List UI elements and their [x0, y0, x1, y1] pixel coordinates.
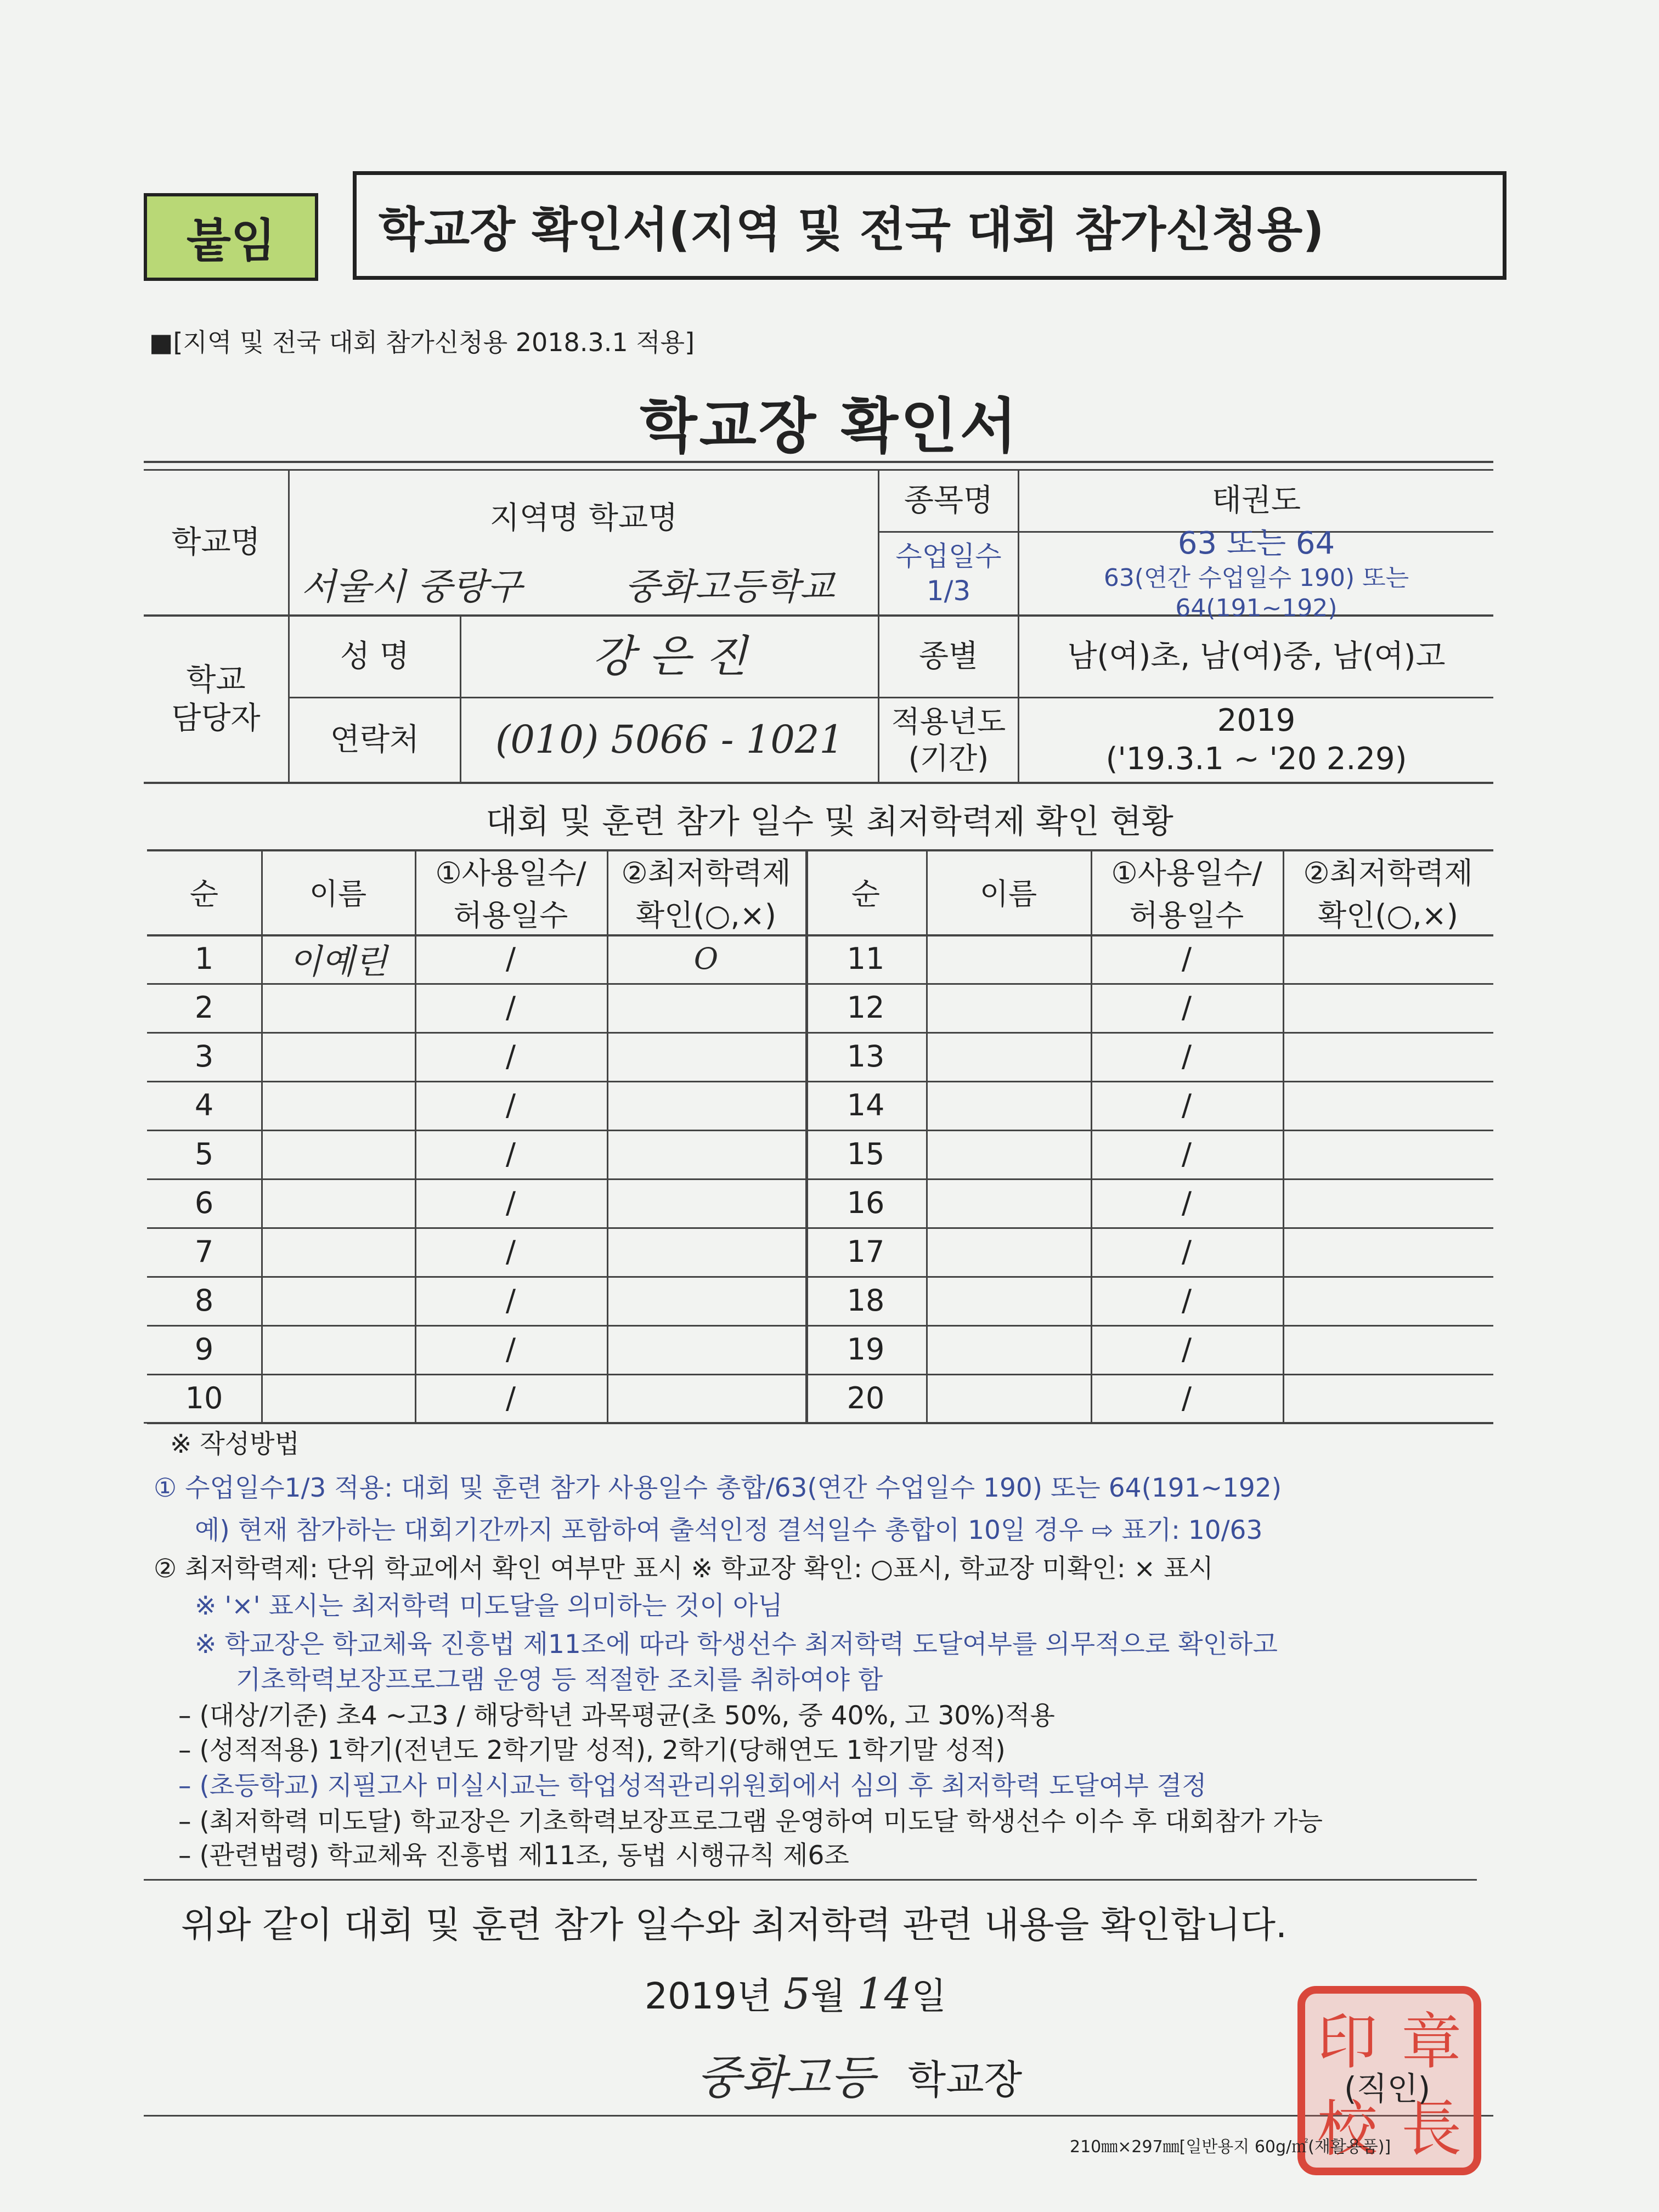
row-number: 11 [847, 941, 885, 976]
row-number: 17 [847, 1234, 885, 1269]
class-days-value: 63 또는 64 63(연간 수업일수 190) 또는 64(191~192) [1103, 525, 1409, 622]
note-law: – (관련법령) 학교체육 진흥법 제11조, 동법 시행규칙 제6조 [178, 1841, 849, 1871]
min-academic-check [607, 1325, 805, 1374]
athlete-name [926, 983, 1091, 1032]
min-academic-check [607, 1276, 805, 1325]
note-1-example: 예) 현재 참가하는 대회기간까지 포함하여 출석인정 결석일수 총합이 10일 경우 ⇨ 표기: 10/63 [195, 1515, 1263, 1545]
used-days: / [1181, 1137, 1192, 1171]
min-academic-check [607, 983, 805, 1032]
note-1: ① 수업일수1/3 적용: 대회 및 훈련 참가 사용일수 총합/63(연간 수업일수 190) 또는 64(191~192) [154, 1473, 1282, 1503]
note-elementary: – (초등학교) 지필고사 미실시교는 학업성적관리위원회에서 심의 후 최저학력 도달여부 결정 [178, 1771, 1207, 1801]
used-days: / [1181, 1283, 1192, 1318]
athlete-name [261, 1374, 415, 1423]
header-name: 이름 [979, 877, 1037, 911]
sport-value: 태권도 [1211, 483, 1301, 518]
main-title: 학교장 확인서 [640, 392, 1019, 461]
athlete-name [261, 1178, 415, 1227]
row-number: 14 [847, 1088, 885, 1122]
row-number: 1 [194, 941, 214, 976]
row-number: 5 [194, 1137, 214, 1171]
row-number: 18 [847, 1283, 885, 1318]
header-min-academic: ②최저학력제 확인(○,×) [621, 855, 791, 933]
used-days: / [505, 1332, 516, 1367]
note-2-sub-1: ※ '×' 표시는 최저학력 미도달을 의미하는 것이 아님 [195, 1591, 783, 1621]
min-academic-check [1283, 1276, 1493, 1325]
min-academic-check: O [693, 941, 719, 976]
min-academic-check [1283, 1081, 1493, 1130]
athlete-name [261, 1032, 415, 1081]
athlete-name [261, 1081, 415, 1130]
row-number: 6 [194, 1186, 214, 1220]
header-no: 순 [189, 877, 219, 911]
used-days: / [1181, 1088, 1192, 1122]
attachment-label: 붙임 [144, 193, 318, 281]
min-academic-check [1283, 1178, 1493, 1227]
min-academic-check [607, 1178, 805, 1227]
row-number: 2 [194, 990, 214, 1025]
confirmation-text: 위와 같이 대회 및 훈련 참가 일수와 최저학력 관련 내용을 확인합니다. [181, 1904, 1287, 1946]
min-academic-check [607, 1374, 805, 1423]
region-value: 서울시 중랑구 [301, 565, 522, 608]
athlete-name [926, 1276, 1091, 1325]
row-number: 10 [185, 1381, 223, 1415]
min-academic-check [1283, 1130, 1493, 1178]
used-days: / [1181, 1381, 1192, 1415]
form-title: 학교장 확인서(지역 및 전국 대회 참가신청용) [353, 171, 1506, 280]
athlete-name [261, 1325, 415, 1374]
min-academic-check [607, 1227, 805, 1276]
signature-school: 중화고등 [697, 2051, 875, 2104]
used-days: / [1181, 1186, 1192, 1220]
used-days: / [505, 1381, 516, 1415]
used-days: / [505, 1137, 516, 1171]
used-days: / [1181, 990, 1192, 1025]
used-days: / [1181, 1234, 1192, 1269]
min-academic-check [1283, 1325, 1493, 1374]
used-days: / [505, 1186, 516, 1220]
used-days: / [1181, 941, 1192, 976]
row-number: 8 [194, 1283, 214, 1318]
athlete-name [926, 1227, 1091, 1276]
used-days: / [505, 1088, 516, 1122]
athlete-name [926, 1081, 1091, 1130]
row-number: 20 [847, 1381, 885, 1415]
row-number: 13 [847, 1039, 885, 1074]
row-number: 15 [847, 1137, 885, 1171]
used-days: / [1181, 1332, 1192, 1367]
athlete-name [261, 983, 415, 1032]
note-grades: – (성적적용) 1학기(전년도 2학기말 성적), 2학기(당해연도 1학기말 성적) [178, 1735, 1006, 1765]
note-target: – (대상/기준) 초4 ~고3 / 해당학년 과목평균(초 50%, 중 40%, 고 30%)적용 [178, 1701, 1055, 1731]
status-title: 대회 및 훈련 참가 일수 및 최저학력제 확인 현황 [486, 803, 1173, 841]
name-value: 강 은 진 [592, 631, 747, 682]
signature-date [645, 1967, 946, 2019]
sport-label: 종목명 [904, 483, 994, 518]
row-number: 16 [847, 1186, 885, 1220]
min-academic-check [607, 1081, 805, 1130]
contact-label: 연락처 [330, 722, 420, 758]
note-2-sub-2-cont: 기초학력보장프로그램 운영 등 적절한 조치를 취하여야 함 [236, 1665, 883, 1695]
school-name-label: 학교명 [171, 524, 261, 560]
year-label: 적용년도 (기간) [891, 704, 1006, 776]
athlete-name [926, 1374, 1091, 1423]
form-subnote: ■[지역 및 전국 대회 참가신청용 2018.3.1 적용] [149, 328, 695, 357]
min-academic-check [1283, 1374, 1493, 1423]
class-days-label: 수업일수 1/3 [895, 540, 1002, 607]
principal-signature [697, 2041, 1022, 2107]
header-no: 순 [851, 877, 881, 911]
school-value: 중화고등학교 [624, 565, 835, 608]
used-days: / [505, 1283, 516, 1318]
row-number: 9 [194, 1332, 214, 1367]
athlete-name [926, 1032, 1091, 1081]
row-number: 19 [847, 1332, 885, 1367]
header-used-days: ①사용일수/ 허용일수 [435, 855, 586, 933]
date-day-unit: 일 [911, 1975, 947, 2017]
used-days: / [505, 941, 516, 976]
school-header: 지역명 학교명 [489, 500, 678, 536]
min-academic-check [1283, 934, 1493, 983]
used-days: / [505, 1234, 516, 1269]
date-month: 5 [783, 1970, 811, 2019]
athlete-name [926, 1325, 1091, 1374]
min-academic-check [1283, 983, 1493, 1032]
name-label: 성 명 [340, 639, 409, 674]
header-min-academic: ②최저학력제 확인(○,×) [1303, 855, 1473, 933]
athlete-name [926, 1178, 1091, 1227]
header-name: 이름 [309, 877, 367, 911]
row-number: 12 [847, 990, 885, 1025]
min-academic-check [607, 1032, 805, 1081]
min-academic-check [607, 1130, 805, 1178]
date-day: 14 [857, 1970, 912, 2019]
gender-value: 남(여)초, 남(여)중, 남(여)고 [1067, 639, 1446, 674]
athlete-name [926, 1130, 1091, 1178]
note-2-sub-2: ※ 학교장은 학교체육 진흥법 제11조에 따라 학생선수 최저학력 도달여부를 의무적으로 확인하고 [195, 1629, 1278, 1660]
athlete-name [261, 1130, 415, 1178]
date-month-unit: 월 [810, 1975, 846, 2017]
row-number: 4 [194, 1088, 214, 1122]
min-academic-check [1283, 1032, 1493, 1081]
min-academic-check [1283, 1227, 1493, 1276]
note-below-min: – (최저학력 미도달) 학교장은 기초학력보장프로그램 운영하여 미도달 학생선수 이수 후 대회참가 가능 [178, 1807, 1323, 1837]
year-value: 2019 ('19.3.1 ~ '20 2.29) [1105, 703, 1407, 777]
row-number: 7 [194, 1234, 214, 1269]
athlete-name: 이예린 [289, 941, 387, 981]
notes-heading: ※ 작성방법 [170, 1429, 300, 1459]
paper-spec-note: 210㎜×297㎜[일반용지 60g/㎡(재활용품)] [1070, 2137, 1391, 2157]
note-2: ② 최저학력제: 단위 학교에서 확인 여부만 표시 ※ 학교장 확인: ○표시, 학교장 미확인: × 표시 [154, 1554, 1214, 1584]
gender-label: 종별 [918, 639, 979, 674]
athlete-name [261, 1227, 415, 1276]
date-year: 2019년 [645, 1975, 772, 2017]
used-days: / [505, 1039, 516, 1074]
header-used-days: ①사용일수/ 허용일수 [1111, 855, 1262, 933]
athlete-name [261, 1276, 415, 1325]
used-days: / [1181, 1039, 1192, 1074]
official-seal-stamp: 印 章 校 長 [1297, 1986, 1481, 2175]
staff-label: 학교 담당자 [171, 662, 261, 736]
row-number: 3 [194, 1039, 214, 1074]
seal-mark: (직인) [1344, 2070, 1431, 2107]
used-days: / [505, 990, 516, 1025]
athlete-name [926, 934, 1091, 983]
contact-value: (010) 5066 - 1021 [495, 717, 844, 763]
principal-title: 학교장 [907, 2057, 1023, 2103]
